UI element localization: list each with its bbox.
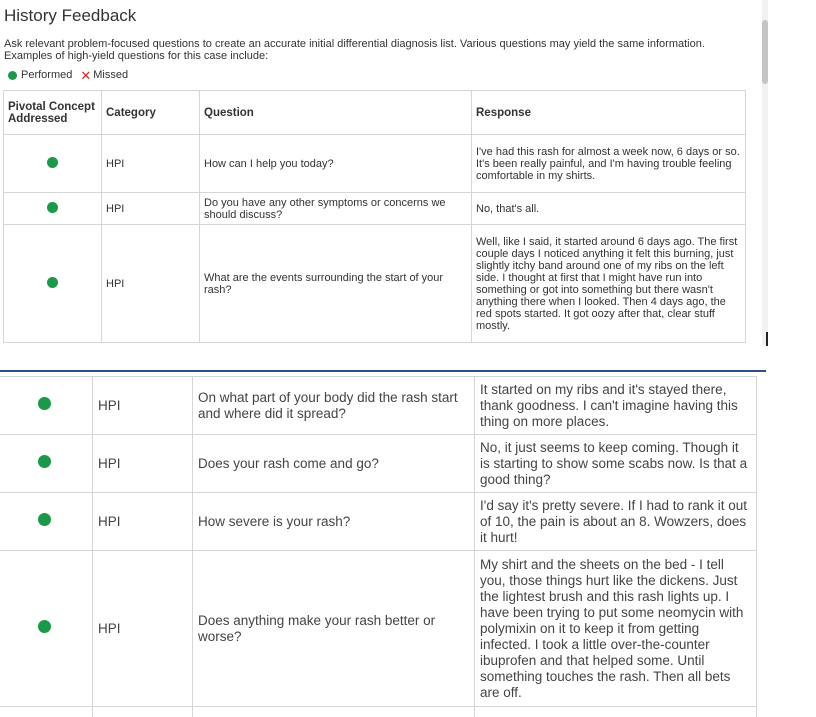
pivotal-cell xyxy=(0,551,93,707)
legend xyxy=(8,69,128,81)
question-cell: Does your rash come and go? xyxy=(193,435,475,493)
instructions-text: Ask relevant problem-focused questions to create an accurate initial differential diagnosis list. Various questions may yield the same information. Examples of high-yield questions for this case include: xyxy=(4,38,705,62)
response-cell: I'd say it's pretty severe. If I had to rank it out of 10, the pain is about an 8. Wowzers, does it hurt! xyxy=(475,493,757,551)
table-row xyxy=(0,493,757,551)
category-cell: HPI xyxy=(102,225,200,343)
response-cell: It started on my ribs and it's stayed there, thank goodness. I can't imagine having this thing on more places. xyxy=(475,377,757,435)
category-cell: HPI xyxy=(93,435,193,493)
response-cell: No, that's all. xyxy=(472,193,746,225)
table-row xyxy=(4,225,746,343)
category-cell xyxy=(93,707,193,717)
header-question: Question xyxy=(200,91,472,135)
pivotal-cell xyxy=(0,493,93,551)
pivotal-cell xyxy=(0,707,93,717)
page-title: History Feedback xyxy=(4,6,137,25)
section-divider xyxy=(0,370,766,372)
question-cell: How can I help you today? xyxy=(200,135,472,193)
category-cell: HPI xyxy=(102,135,200,193)
header-category: Category xyxy=(102,91,200,135)
question-cell xyxy=(193,707,475,717)
vertical-scrollbar[interactable] xyxy=(762,0,768,345)
table-row xyxy=(4,193,746,225)
history-feedback-panel-continued xyxy=(0,376,760,717)
scrollbar-thumb[interactable] xyxy=(762,20,768,84)
question-cell: Do you have any other symptoms or concerns we should discuss? xyxy=(200,193,472,225)
table-header-row xyxy=(4,91,746,135)
table-row xyxy=(0,551,757,707)
performed-dot-icon xyxy=(38,455,51,468)
header-response: Response xyxy=(472,91,746,135)
performed-dot-icon xyxy=(38,397,51,410)
performed-dot-icon xyxy=(38,620,51,633)
performed-dot-icon xyxy=(8,71,17,80)
question-cell: On what part of your body did the rash start and where did it spread? xyxy=(193,377,475,435)
performed-dot-icon xyxy=(47,157,58,168)
response-cell xyxy=(475,707,757,717)
legend-missed-label: Missed xyxy=(93,69,129,81)
response-cell: I've had this rash for almost a week now, 6 days or so. It's been really painful, and I'm having trouble feeling comfortable in my shirts. xyxy=(472,135,746,193)
category-cell: HPI xyxy=(93,377,193,435)
text-cursor xyxy=(766,332,768,346)
pivotal-cell xyxy=(4,135,102,193)
category-cell: HPI xyxy=(93,493,193,551)
question-cell: What are the events surrounding the start of your rash? xyxy=(200,225,472,343)
missed-x-icon: ✕ xyxy=(80,67,92,83)
feedback-table-continued xyxy=(0,376,757,717)
question-cell: How severe is your rash? xyxy=(193,493,475,551)
pivotal-cell xyxy=(0,377,93,435)
response-cell: Well, like I said, it started around 6 days ago. The first couple days I noticed anything it felt this burning, just slightly itchy band around one of my ribs on the left side. I thought at first that I might have run into something or got into something but there wasn't anything there when I looked. Then 4 days ago, the red spots started. It got oozy after that, clear stuff mostly. xyxy=(472,225,746,343)
pivotal-cell xyxy=(4,225,102,343)
table-row xyxy=(0,377,757,435)
performed-dot-icon xyxy=(47,277,58,288)
performed-dot-icon xyxy=(47,202,58,213)
response-cell: My shirt and the sheets on the bed - I tell you, those things hurt like the dickens. Just the lightest brush and this rash lights up. I have been trying to put some neomycin with polymixin on it to keep it from getting infected. I took a little over-the-counter ibuprofen and that helped some. Until something touches the rash. Then all bets are off. xyxy=(475,551,757,707)
table-row xyxy=(0,435,757,493)
category-cell: HPI xyxy=(93,551,193,707)
question-cell: Does anything make your rash better or worse? xyxy=(193,551,475,707)
response-cell: No, it just seems to keep coming. Though it is starting to show some scabs now. Is that a good thing? xyxy=(475,435,757,493)
table-row xyxy=(0,707,757,717)
history-feedback-panel xyxy=(0,0,762,345)
category-cell: HPI xyxy=(102,193,200,225)
table-row xyxy=(4,135,746,193)
legend-performed-label: Performed xyxy=(21,69,73,81)
header-pivotal: Pivotal Concept Addressed xyxy=(4,91,102,135)
pivotal-cell xyxy=(0,435,93,493)
feedback-table xyxy=(3,90,746,343)
performed-dot-icon xyxy=(38,513,51,526)
pivotal-cell xyxy=(4,193,102,225)
